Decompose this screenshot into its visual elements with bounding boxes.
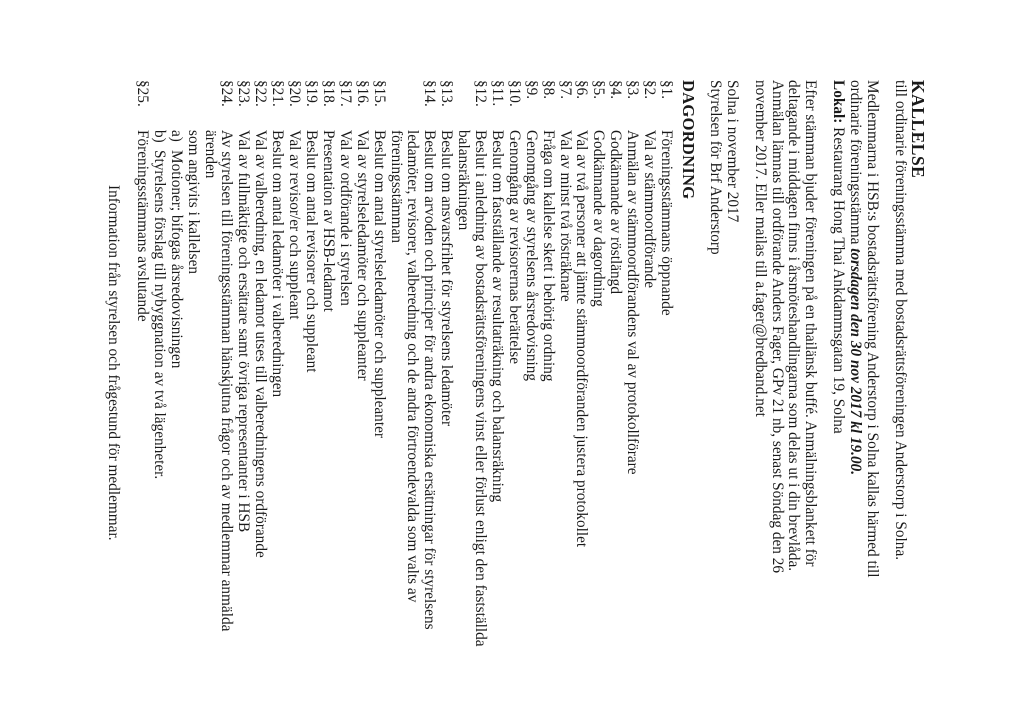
info-line: Efter stämman bjuder föreningen på en thailänsk buffé. Anmälningsblankett för [802, 80, 820, 567]
agenda-item-line: Av styrelsen till föreningsstämman hänskjutna frågor och av medlemmar anmälda ärenden [201, 130, 236, 632]
intro-line-1: Medlemmarna i HSB:s bostadsrättsförening Anderstorp i Solna kallas härmed till [864, 80, 882, 578]
agenda-item-text [234, 130, 251, 680]
agenda-subitem-text: Styrelsens förslag till nybyggnation av två lägenheter. [150, 150, 168, 480]
agenda-item-number: §16. [353, 80, 371, 107]
agenda-item-line: Beslut om antal ledamöter i valberedningen [269, 130, 287, 398]
agenda-item-line: Beslut om antal revisorer och suppleant [303, 130, 320, 373]
signature: Styrelsen för Brf Anderstorp [706, 80, 724, 255]
agenda-item-number: §1. [658, 80, 676, 100]
agenda-list [184, 80, 674, 680]
agenda-item [133, 80, 150, 680]
agenda-item [590, 80, 607, 680]
agenda-item-text [336, 130, 353, 680]
agenda-item-line: Beslut om ansvarsfrihet för styrelsens ledamöter [438, 130, 456, 427]
venue-label: Lokal: [830, 80, 848, 124]
agenda-item-line: Beslut om fastställande av resultaträkning och balansräkning [488, 130, 506, 503]
agenda-item [387, 80, 438, 680]
agenda-item-number: §22. [252, 80, 270, 107]
agenda-item-text [319, 130, 336, 680]
agenda-item-line: balansräkningen [455, 130, 473, 231]
agenda-item-text [302, 130, 319, 680]
agenda-item-line: Genomgång av revisorernas berättelse [505, 130, 523, 365]
agenda-item [437, 80, 454, 680]
agenda-item-number: §15. [370, 80, 388, 107]
agenda-item-text [505, 130, 522, 680]
agenda-item-text [454, 130, 488, 680]
agenda-item [556, 80, 573, 680]
agenda-item-line: Genomgång av styrelsens årsredovisning [522, 130, 540, 382]
agenda-item [302, 80, 319, 680]
agenda-item-line: Val av stämmoordförande [641, 130, 659, 289]
agenda-item-number: §5. [590, 80, 608, 100]
agenda-item-text [573, 130, 590, 680]
agenda-heading: DAGORDNING [678, 80, 698, 200]
agenda-item [488, 80, 505, 680]
agenda-item [573, 80, 590, 680]
agenda-item-line: Beslut om antal styrelseledamöter och suppleanter [370, 130, 388, 438]
agenda-item-number: §24. [218, 80, 236, 107]
agenda-item-line: Presentation av HSB-ledamot [319, 130, 337, 312]
agenda-item-text [387, 130, 438, 680]
agenda-item [539, 80, 556, 680]
agenda-item-number: §4. [607, 80, 625, 100]
agenda-item-text [353, 130, 370, 680]
agenda-item [640, 80, 657, 680]
agenda-subitem-letter: a) [167, 130, 185, 142]
info-line: Anmälan lämnas till ordförande Anders Fager, GPv 21 nb, senast Söndag den 26 [768, 80, 786, 574]
agenda-item-number: §9. [522, 80, 540, 100]
agenda-subitem-text: Motioner; bifogas årsredovisningen [167, 150, 185, 369]
agenda-item-number: §8. [539, 80, 557, 100]
agenda-item [285, 80, 302, 680]
agenda-item-number: §10. [505, 80, 523, 107]
agenda-item-number: §25. [133, 80, 151, 107]
agenda-item-text [251, 130, 268, 680]
agenda-item-number: §19. [303, 80, 320, 107]
agenda-item [370, 80, 387, 680]
intro-line-2-text: ordinarie föreningsstämma [847, 80, 865, 249]
agenda-item-text [437, 130, 454, 680]
intro-line-2 [846, 80, 863, 680]
agenda-item-line: ledamöter, revisorer, valberedning och de andra förtroendevalda som valts av [404, 130, 422, 603]
venue-line [829, 80, 846, 680]
agenda-subitem [150, 80, 167, 680]
meeting-datetime: torsdagen den 30 nov 2017 kl 19.00. [847, 248, 865, 476]
agenda-item [505, 80, 522, 680]
agenda-item-line: Val av ordförande i styrelsen [336, 130, 354, 306]
agenda-item-number: §2. [641, 80, 659, 100]
agenda-item [268, 80, 285, 680]
agenda-item-text [640, 130, 657, 680]
agenda-item-text [606, 130, 623, 680]
agenda-subitem [167, 80, 184, 680]
agenda-item-line: Val av revisor/er och suppleant [286, 130, 304, 320]
agenda-item-line: Val av två personer att jämte stämmoordföranden justera protokollet [573, 130, 591, 548]
document-subtitle: till ordinarie föreningsstämma med bostadsrättsföreningen Anderstorp i Solna. [892, 80, 909, 561]
agenda-sublist [150, 80, 184, 680]
agenda-item-text [539, 130, 556, 680]
agenda-item-text [488, 130, 505, 680]
agenda-item-line: Beslut i anledning av bostadsrättsföreningens vinst eller förlust enligt den fastställda [472, 130, 490, 647]
agenda-item-text: Föreningsstämmans avslutande [133, 130, 151, 322]
document-content [104, 80, 928, 680]
agenda-item-text [623, 130, 640, 680]
agenda-item-number: §7. [556, 80, 574, 100]
info-line: november 2017. Eller mailas till a.fager@bredband.net [751, 80, 769, 417]
agenda-item-number: §12. [472, 80, 490, 107]
agenda-subitem-letter: b) [150, 130, 168, 143]
agenda-item-line: som angivits i kallelsen [184, 130, 202, 275]
agenda-item-line: Anmälan av stämmoordförandens val av protokollförare [624, 130, 642, 475]
agenda-item-line: Val av valberedning, en ledamot utses till valberedningens ordförande [252, 130, 270, 558]
agenda-item-number: §23. [235, 80, 253, 107]
agenda-item-number: §3. [624, 80, 642, 100]
agenda-item [522, 80, 539, 680]
agenda-item [234, 80, 251, 680]
agenda-item-line: Beslut om arvoden och principer för andra ekonomiska ersättningar för styrelsens [421, 130, 439, 630]
agenda-item-line: Val av fullmäktige och ersättare samt övriga representanter i HSB [235, 130, 253, 533]
agenda-item-number: §11. [488, 80, 506, 107]
agenda-item [454, 80, 488, 680]
agenda-item-line: Val av minst två rösträknare [556, 130, 574, 302]
agenda-item-number: §18. [319, 80, 337, 107]
agenda-item-line: Fråga om kallelse skett i behörig ordning [539, 130, 557, 382]
agenda-item-number: §21. [269, 80, 287, 107]
agenda-item [657, 80, 674, 680]
agenda-item-number: §14. [421, 80, 439, 107]
agenda-item [319, 80, 336, 680]
agenda-item [251, 80, 268, 680]
agenda-item-line: Föreningsstämmans öppnande [658, 130, 676, 316]
agenda-item-number: §13. [438, 80, 456, 107]
agenda-item [606, 80, 623, 680]
agenda-item-text [590, 130, 607, 680]
agenda-item-text [657, 130, 674, 680]
agenda-item [353, 80, 370, 680]
agenda-item-text [184, 130, 235, 680]
agenda-item-text [522, 130, 539, 680]
agenda-item-text [285, 130, 302, 680]
agenda-item-number: §6. [573, 80, 591, 100]
agenda-item [336, 80, 353, 680]
agenda-item-text [556, 130, 573, 680]
agenda-item [184, 80, 235, 680]
footer-note: Information från styrelsen och frågestund för medlemmar. [105, 185, 123, 541]
agenda-item-number: §20. [286, 80, 304, 107]
place-date: Solna i november 2017 [723, 80, 741, 223]
agenda-item-line: föreningsstämman [387, 130, 405, 244]
info-paragraph [751, 80, 819, 680]
agenda-item-number: §17. [336, 80, 354, 107]
agenda-item-line: Val av styrelseledamöter och suppleanter [353, 130, 371, 381]
agenda-item-line: Godkännande av dagordning [590, 130, 608, 307]
venue-text: Restaurang Hong Thai Ankdammsgatan 19, Solna [830, 123, 848, 434]
agenda-item-line: Godkännande av röstlängd [607, 130, 625, 294]
document-title: KALLELSE [908, 80, 928, 179]
agenda-item [623, 80, 640, 680]
agenda-item-text [268, 130, 285, 680]
agenda-item-text [370, 130, 387, 680]
info-line: deltagande i middagen finns i årsmöteshandlingarna som delas ut i din brevlåda. [785, 80, 803, 572]
